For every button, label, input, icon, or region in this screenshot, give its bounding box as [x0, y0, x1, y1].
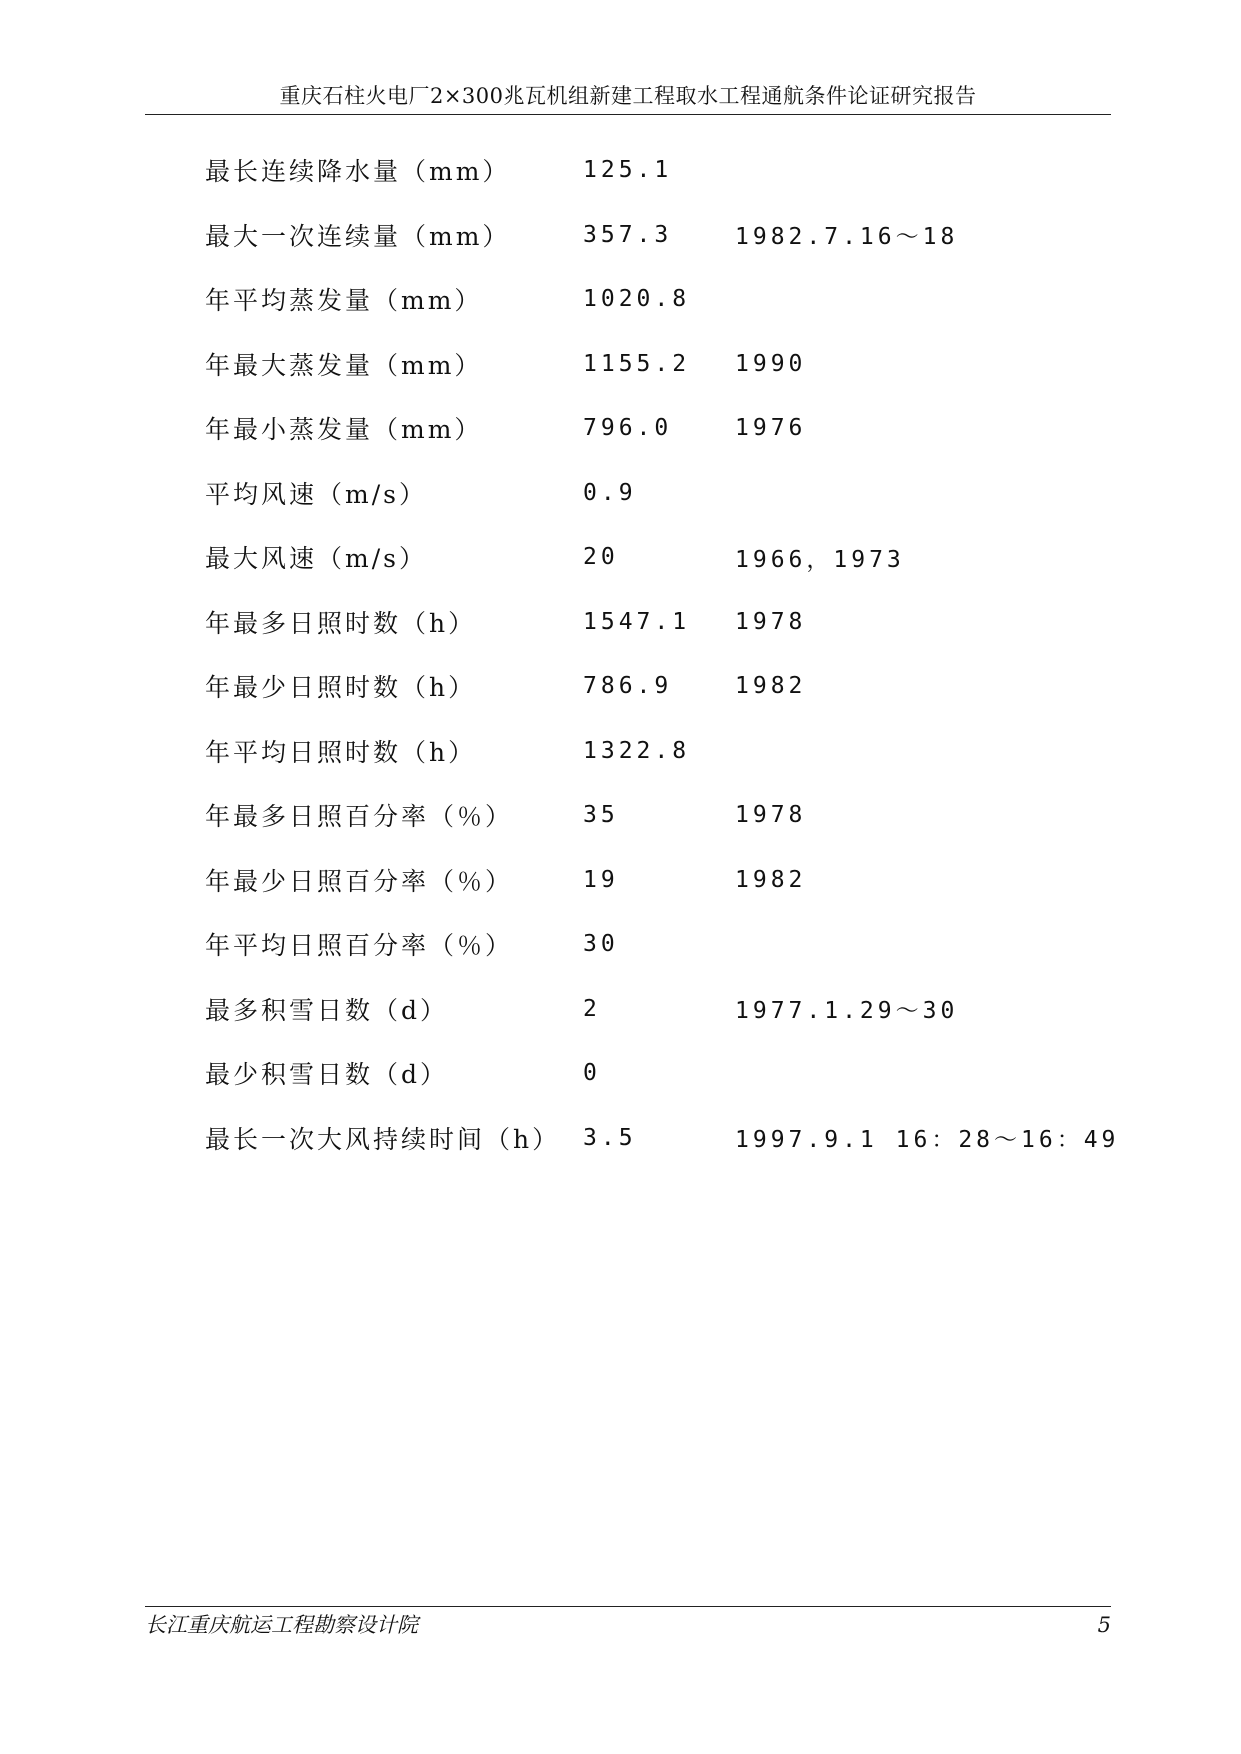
- item-date: 1982.7.16～18: [735, 224, 959, 251]
- item-label: 年平均日照时数（h）: [205, 737, 477, 767]
- report-title: 重庆石柱火电厂2×300兆瓦机组新建工程取水工程通航条件论证研究报告: [279, 84, 977, 108]
- item-value: 786.9: [583, 673, 673, 700]
- item-label: 平均风速（m/s）: [205, 479, 427, 509]
- item-value: 35: [583, 802, 619, 829]
- item-value: 1547.1: [583, 608, 691, 635]
- list-item: [205, 138, 1125, 203]
- item-value: 1155.2: [583, 350, 691, 377]
- list-item: [205, 590, 1125, 655]
- page-footer: [145, 1606, 1111, 1639]
- item-date: 1990: [735, 350, 807, 377]
- item-value: 30: [583, 931, 619, 958]
- list-item: [205, 525, 1125, 590]
- item-label: 年最小蒸发量（mm）: [205, 415, 483, 445]
- item-date: 1966，1973: [735, 546, 905, 573]
- list-item: [205, 396, 1125, 461]
- list-item: [205, 912, 1125, 977]
- item-label: 年最多日照时数（h）: [205, 608, 477, 638]
- item-label: 年平均日照百分率（％）: [205, 931, 514, 961]
- item-label: 最长一次大风持续时间（h）: [205, 1124, 561, 1154]
- list-item: [205, 203, 1125, 268]
- item-date: 1976: [735, 415, 807, 442]
- list-item: [205, 1041, 1125, 1106]
- item-date: 1978: [735, 608, 807, 635]
- list-item: [205, 332, 1125, 397]
- item-value: 2: [583, 995, 601, 1022]
- item-label: 年最大蒸发量（mm）: [205, 350, 483, 380]
- item-label: 最长连续降水量（mm）: [205, 157, 511, 187]
- item-label: 年平均蒸发量（mm）: [205, 286, 483, 316]
- list-item: [205, 719, 1125, 784]
- item-value: 20: [583, 544, 619, 571]
- list-item: [205, 654, 1125, 719]
- list-item: [205, 461, 1125, 526]
- item-date: 1978: [735, 802, 807, 829]
- item-label: 最大风速（m/s）: [205, 544, 427, 574]
- item-value: 0.9: [583, 479, 637, 506]
- item-label: 最少积雪日数（d）: [205, 1060, 449, 1090]
- item-value: 125.1: [583, 157, 673, 184]
- item-label: 年最少日照时数（h）: [205, 673, 477, 703]
- item-value: 1020.8: [583, 286, 691, 313]
- item-date: 1982: [735, 866, 807, 893]
- page-header: [145, 82, 1111, 115]
- item-date: 1997.9.1 16：28～16：49: [735, 1127, 1120, 1154]
- list-item: [205, 783, 1125, 848]
- item-value: 3.5: [583, 1124, 637, 1151]
- item-date: 1977.1.29～30: [735, 998, 959, 1025]
- item-value: 19: [583, 866, 619, 893]
- climate-statistics-list: [205, 138, 1125, 1170]
- list-item: [205, 267, 1125, 332]
- item-label: 年最多日照百分率（％）: [205, 802, 514, 832]
- item-value: 357.3: [583, 221, 673, 248]
- item-label: 最多积雪日数（d）: [205, 995, 449, 1025]
- item-value: 796.0: [583, 415, 673, 442]
- list-item: [205, 848, 1125, 913]
- item-date: 1982: [735, 673, 807, 700]
- list-item: [205, 977, 1125, 1042]
- item-label: 年最少日照百分率（％）: [205, 866, 514, 896]
- page-number: 5: [1097, 1613, 1111, 1637]
- item-label: 最大一次连续量（mm）: [205, 221, 511, 251]
- list-item: [205, 1106, 1125, 1171]
- footer-organization: 长江重庆航运工程勘察设计院: [145, 1613, 418, 1637]
- item-value: 1322.8: [583, 737, 691, 764]
- item-value: 0: [583, 1060, 601, 1087]
